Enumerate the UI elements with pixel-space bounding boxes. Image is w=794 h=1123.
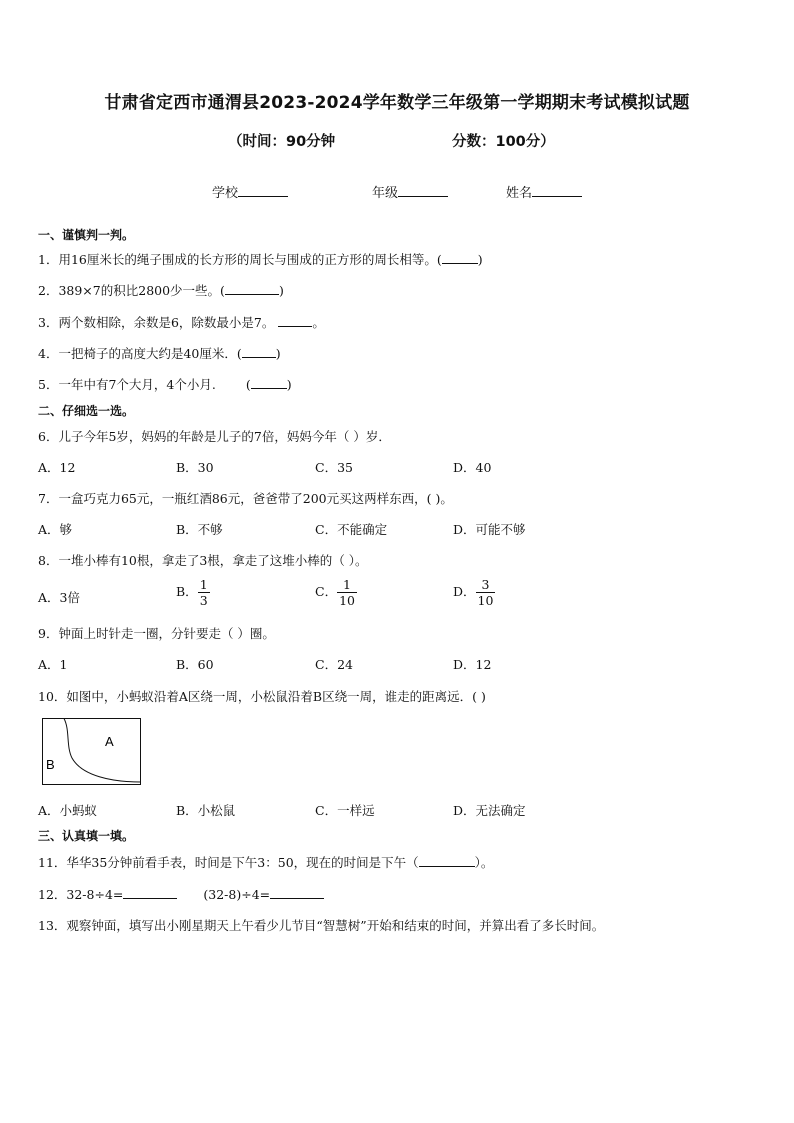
- section-1-heading: 一、谨慎判一判。: [38, 228, 135, 242]
- question-3-end: 。: [312, 315, 325, 330]
- question-7-option-b[interactable]: B．不够: [176, 522, 223, 537]
- question-3-blank[interactable]: [278, 315, 312, 327]
- question-10-option-d[interactable]: D．无法确定: [453, 803, 526, 818]
- question-8-option-b[interactable]: [176, 577, 210, 608]
- question-10-option-c[interactable]: C．一样远: [315, 803, 375, 818]
- grade-blank[interactable]: [398, 184, 448, 197]
- figure-label-b: B: [46, 757, 55, 772]
- question-9-option-c[interactable]: C．24: [315, 657, 353, 672]
- question-8: 8．一堆小棒有10根，拿走了3根，拿走了这堆小棒的（ ）。: [38, 553, 368, 568]
- section-3-heading: 三、认真填一填。: [38, 829, 135, 843]
- question-4-text: 4．一把椅子的高度大约是40厘米．(: [38, 346, 242, 361]
- question-10-option-a[interactable]: A．小蚂蚁: [38, 803, 98, 818]
- question-4: [38, 344, 281, 362]
- question-13: 13．观察钟面，填写出小刚星期天上午看少儿节目“智慧树”开始和结束的时间，并算出看了多长时间。: [38, 918, 605, 933]
- question-6-option-a[interactable]: A．12: [38, 460, 76, 475]
- question-6-option-c[interactable]: C．35: [315, 460, 353, 475]
- question-6: 6．儿子今年5岁，妈妈的年龄是儿子的7倍，妈妈今年（ ）岁．: [38, 429, 391, 444]
- question-1-blank[interactable]: [442, 252, 478, 264]
- fraction-numerator: 1: [199, 577, 208, 592]
- question-5-text: 5．一年中有7个大月，4个小月.: [38, 377, 216, 392]
- question-8-option-b-label: B．: [176, 584, 198, 599]
- question-5-open: (: [245, 377, 251, 392]
- question-8-option-c[interactable]: [315, 577, 357, 608]
- question-11-blank[interactable]: [419, 855, 475, 867]
- question-9-option-b[interactable]: B．60: [176, 657, 214, 672]
- question-12-blank-2[interactable]: [270, 887, 324, 899]
- question-9-option-d[interactable]: D．12: [453, 657, 492, 672]
- question-2-end: ): [278, 283, 284, 298]
- question-4-end: ): [275, 346, 281, 361]
- question-12-part2: (32-8)÷4=: [203, 887, 271, 902]
- question-2-text: 2．389×7的积比2800少一些。(: [38, 283, 225, 298]
- question-7-option-a[interactable]: A．够: [38, 522, 73, 537]
- fraction-denominator: 3: [199, 593, 208, 608]
- question-12: [38, 885, 324, 903]
- figure-curve: [64, 719, 141, 783]
- exam-score: 分数：100分）: [452, 134, 555, 150]
- question-5-end: ): [286, 377, 292, 392]
- question-8-option-d[interactable]: [453, 577, 495, 608]
- question-9-option-a[interactable]: A．1: [38, 657, 68, 672]
- fraction-numerator: 1: [343, 577, 351, 592]
- question-11-end: ）。: [474, 855, 494, 870]
- question-8-option-c-label: C．: [315, 584, 338, 599]
- question-10: 10．如图中，小蚂蚁沿着A区绕一周，小松鼠沿着B区绕一周，谁走的距离远．( ): [38, 689, 486, 704]
- question-2-blank[interactable]: [225, 283, 279, 295]
- question-2: [38, 281, 284, 299]
- question-7-option-c[interactable]: C．不能确定: [315, 522, 388, 537]
- figure-border: [43, 719, 141, 785]
- question-6-option-d[interactable]: D．40: [453, 460, 492, 475]
- name-field[interactable]: [506, 182, 582, 201]
- question-11: [38, 853, 493, 871]
- page-title: 甘肃省定西市通渭县2023-2024学年数学三年级第一学期期末考试模拟试题: [104, 93, 690, 113]
- question-1: [38, 250, 483, 268]
- question-4-blank[interactable]: [242, 346, 276, 358]
- question-12-blank-1[interactable]: [123, 887, 177, 899]
- question-6-option-b[interactable]: B．30: [176, 460, 214, 475]
- school-blank[interactable]: [238, 184, 288, 197]
- fraction-1-3: [198, 577, 210, 608]
- fraction-denominator: 10: [477, 593, 494, 608]
- name-blank[interactable]: [532, 184, 582, 197]
- school-field[interactable]: [212, 182, 288, 201]
- question-7: 7．一盒巧克力65元，一瓶红酒86元，爸爸带了200元买这两样东西，( )。: [38, 491, 453, 506]
- question-11-text: 11．华华35分钟前看手表，时间是下午3：50，现在的时间是下午（: [38, 855, 419, 870]
- section-2-heading: 二、仔细选一选。: [38, 404, 135, 418]
- question-1-text: 1．用16厘米长的绳子围成的长方形的周长与围成的正方形的周长相等。(: [38, 252, 442, 267]
- question-8-option-a[interactable]: A．3倍: [38, 590, 80, 605]
- fraction-denominator: 10: [339, 593, 355, 608]
- grade-field[interactable]: [372, 182, 448, 201]
- question-12-part1: 12．32-8÷4=: [38, 887, 124, 902]
- grade-label: 年级: [372, 186, 399, 201]
- fraction-numerator: 3: [481, 577, 490, 592]
- name-label: 姓名: [506, 186, 533, 201]
- question-1-end: ): [477, 252, 483, 267]
- question-3: [38, 313, 325, 331]
- fraction-3-10: [476, 577, 496, 608]
- exam-time: （时间：90分钟: [228, 134, 336, 150]
- question-5: [38, 375, 292, 393]
- school-label: 学校: [212, 186, 239, 201]
- question-5-blank[interactable]: [251, 377, 287, 389]
- region-figure: [42, 718, 142, 786]
- fraction-1-10: [337, 577, 357, 608]
- question-10-option-b[interactable]: B．小松鼠: [176, 803, 236, 818]
- figure-label-a: A: [105, 734, 114, 749]
- question-8-option-d-label: D．: [453, 584, 476, 599]
- question-7-option-d[interactable]: D．可能不够: [453, 522, 526, 537]
- question-3-text: 3．两个数相除，余数是6，除数最小是7。: [38, 315, 275, 330]
- question-9: 9．钟面上时针走一圈，分针要走（ ）圈。: [38, 626, 275, 641]
